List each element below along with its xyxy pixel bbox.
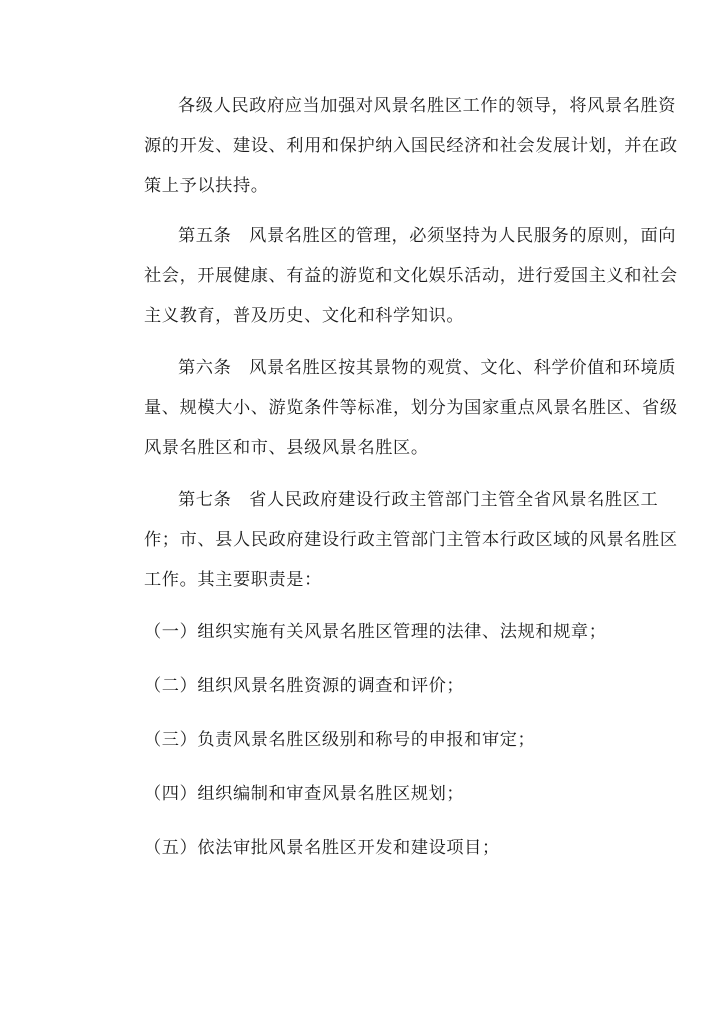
text-line: 作；市、县人民政府建设行政主管部门主管本行政区域的风景名胜区: [144, 530, 678, 550]
list-item: （一）组织实施有关风景名胜区管理的法律、法规和规章；: [144, 622, 607, 642]
list-item: （三）负责风景名胜区级别和称号的申报和审定；: [144, 730, 536, 750]
paragraph-leadership: [110, 86, 678, 206]
text-line: 量、规模大小、游览条件等标准，划分为国家重点风景名胜区、省级: [144, 398, 678, 418]
list-item: （四）组织编制和审查风景名胜区规划；: [144, 784, 465, 804]
text-line: 策上予以扶持。: [144, 176, 269, 196]
text-line: 第七条 省人民政府建设行政主管部门主管全省风景名胜区工: [178, 490, 659, 510]
paragraph-article-5: [110, 216, 678, 336]
text-line: 主义教育，普及历史、文化和科学知识。: [144, 306, 465, 326]
text-line: 风景名胜区和市、县级风景名胜区。: [144, 438, 429, 458]
text-line: 第五条 风景名胜区的管理，必须坚持为人民服务的原则，面向: [178, 226, 677, 246]
list-item: （五）依法审批风景名胜区开发和建设项目；: [144, 838, 500, 858]
list-item: （二）组织风景名胜资源的调查和评价；: [144, 676, 465, 696]
text-line: 源的开发、建设、利用和保护纳入国民经济和社会发展计划，并在政: [144, 136, 678, 156]
paragraph-article-6: [110, 348, 678, 468]
text-line: 第六条 风景名胜区按其景物的观赏、文化、科学价值和环境质: [178, 358, 677, 378]
paragraph-article-7: [110, 480, 678, 600]
text-line: 各级人民政府应当加强对风景名胜区工作的领导，将风景名胜资: [178, 96, 677, 116]
text-line: 社会，开展健康、有益的游览和文化娱乐活动，进行爱国主义和社会: [144, 266, 678, 286]
text-line: 工作。其主要职责是：: [144, 570, 322, 590]
